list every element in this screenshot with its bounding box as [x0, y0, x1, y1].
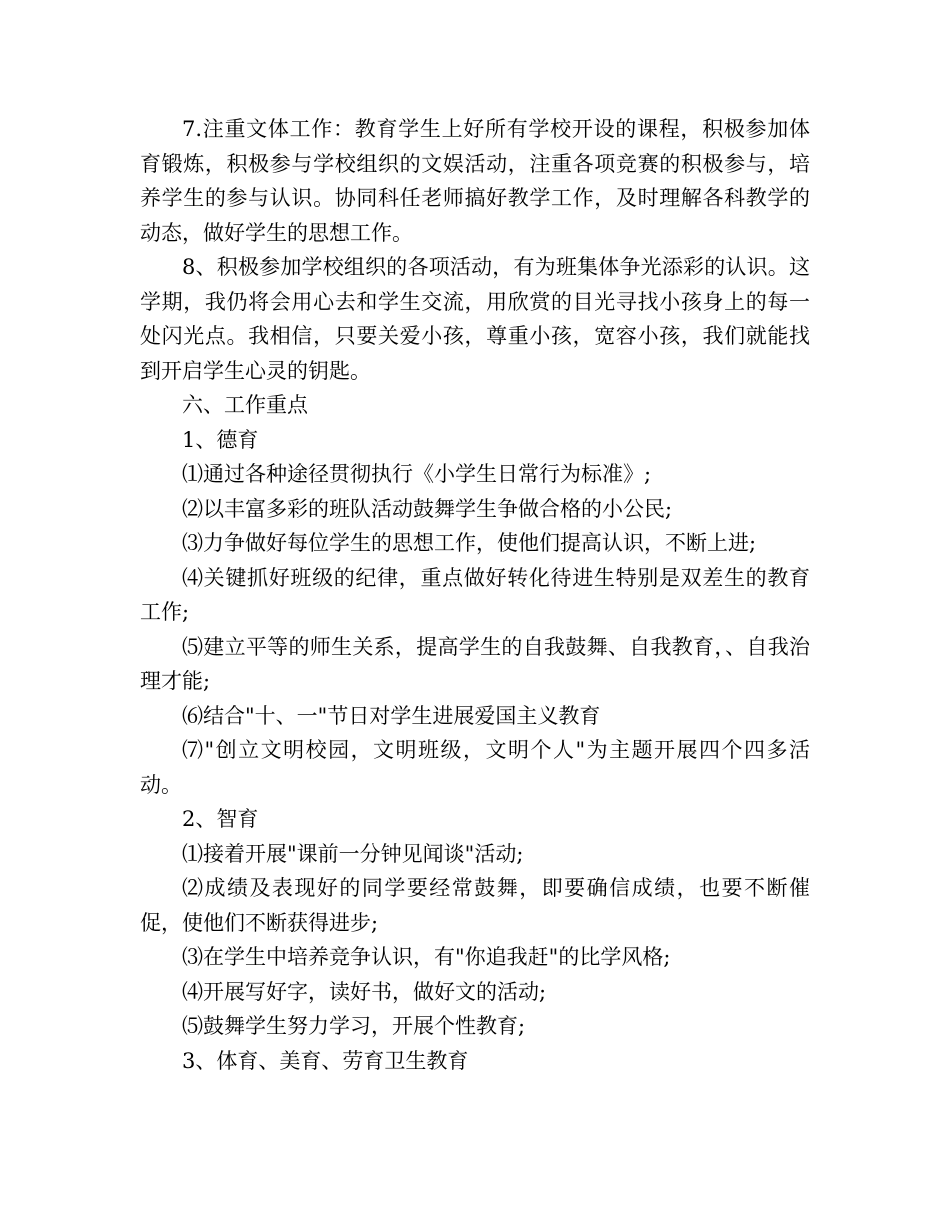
list-item-intellectual-3: ⑶在学生中培养竞争认识，有"你追我赶"的比学风格;	[182, 945, 671, 969]
list-item-moral-6: ⑹结合"十、一"节日对学生进展爱国主义教育	[182, 703, 601, 728]
document-page	[140, 112, 810, 1078]
list-item-intellectual-5: ⑸鼓舞学生努力学习，开展个性教育;	[182, 1014, 526, 1038]
paragraph-item-7-sports: 7.注重文体工作：教育学生上好所有学校开设的课程，积极参加体育锻炼，积极参与学校组织的文娱活动，注重各项竞赛的积极参与，培养学生的参与认识。协同科任老师搞好教学工作，及时理解各科教学的动态，做好学生的思想工作。	[140, 117, 810, 245]
list-item-intellectual-1: ⑴接着开展"课前一分钟见闻谈"活动;	[182, 841, 524, 866]
section-heading-work-focus: 六、工作重点	[182, 393, 308, 417]
list-item-intellectual-4: ⑷开展写好字，读好书，做好文的活动;	[182, 979, 547, 1004]
list-item-moral-1: ⑴通过各种途径贯彻执行《小学生日常行为标准》;	[182, 462, 652, 486]
paragraph-item-8-activities: 8、积极参加学校组织的各项活动，有为班集体争光添彩的认识。这学期，我仍将会用心去和学生交流，用欣赏的目光寻找小孩身上的每一处闪光点。我相信，只要关爱小孩，尊重小孩，宽容小孩，我们就能找到开启学生心灵的钥匙。	[140, 255, 810, 383]
subheading-pe-arts-labor: 3、体育、美育、劳育卫生教育	[182, 1048, 469, 1073]
subheading-moral-education: 1、德育	[182, 427, 259, 452]
list-item-moral-4: ⑷关键抓好班级的纪律，重点做好转化待进生特别是双差生的教育工作;	[140, 565, 810, 624]
list-item-moral-5: ⑸建立平等的师生关系，提高学生的自我鼓舞、自我教育，、自我治理才能;	[140, 634, 810, 693]
list-item-moral-7: ⑺"创立文明校园，文明班级，文明个人"为主题开展四个四多活动。	[140, 738, 810, 797]
subheading-intellectual-education: 2、智育	[182, 807, 259, 831]
list-item-intellectual-2: ⑵成绩及表现好的同学要经常鼓舞，即要确信成绩，也要不断催促，使他们不断获得进步;	[140, 876, 810, 935]
list-item-moral-3: ⑶力争做好每位学生的思想工作，使他们提高认识，不断上进;	[182, 531, 757, 555]
list-item-moral-2: ⑵以丰富多彩的班队活动鼓舞学生争做合格的小公民;	[182, 496, 673, 521]
